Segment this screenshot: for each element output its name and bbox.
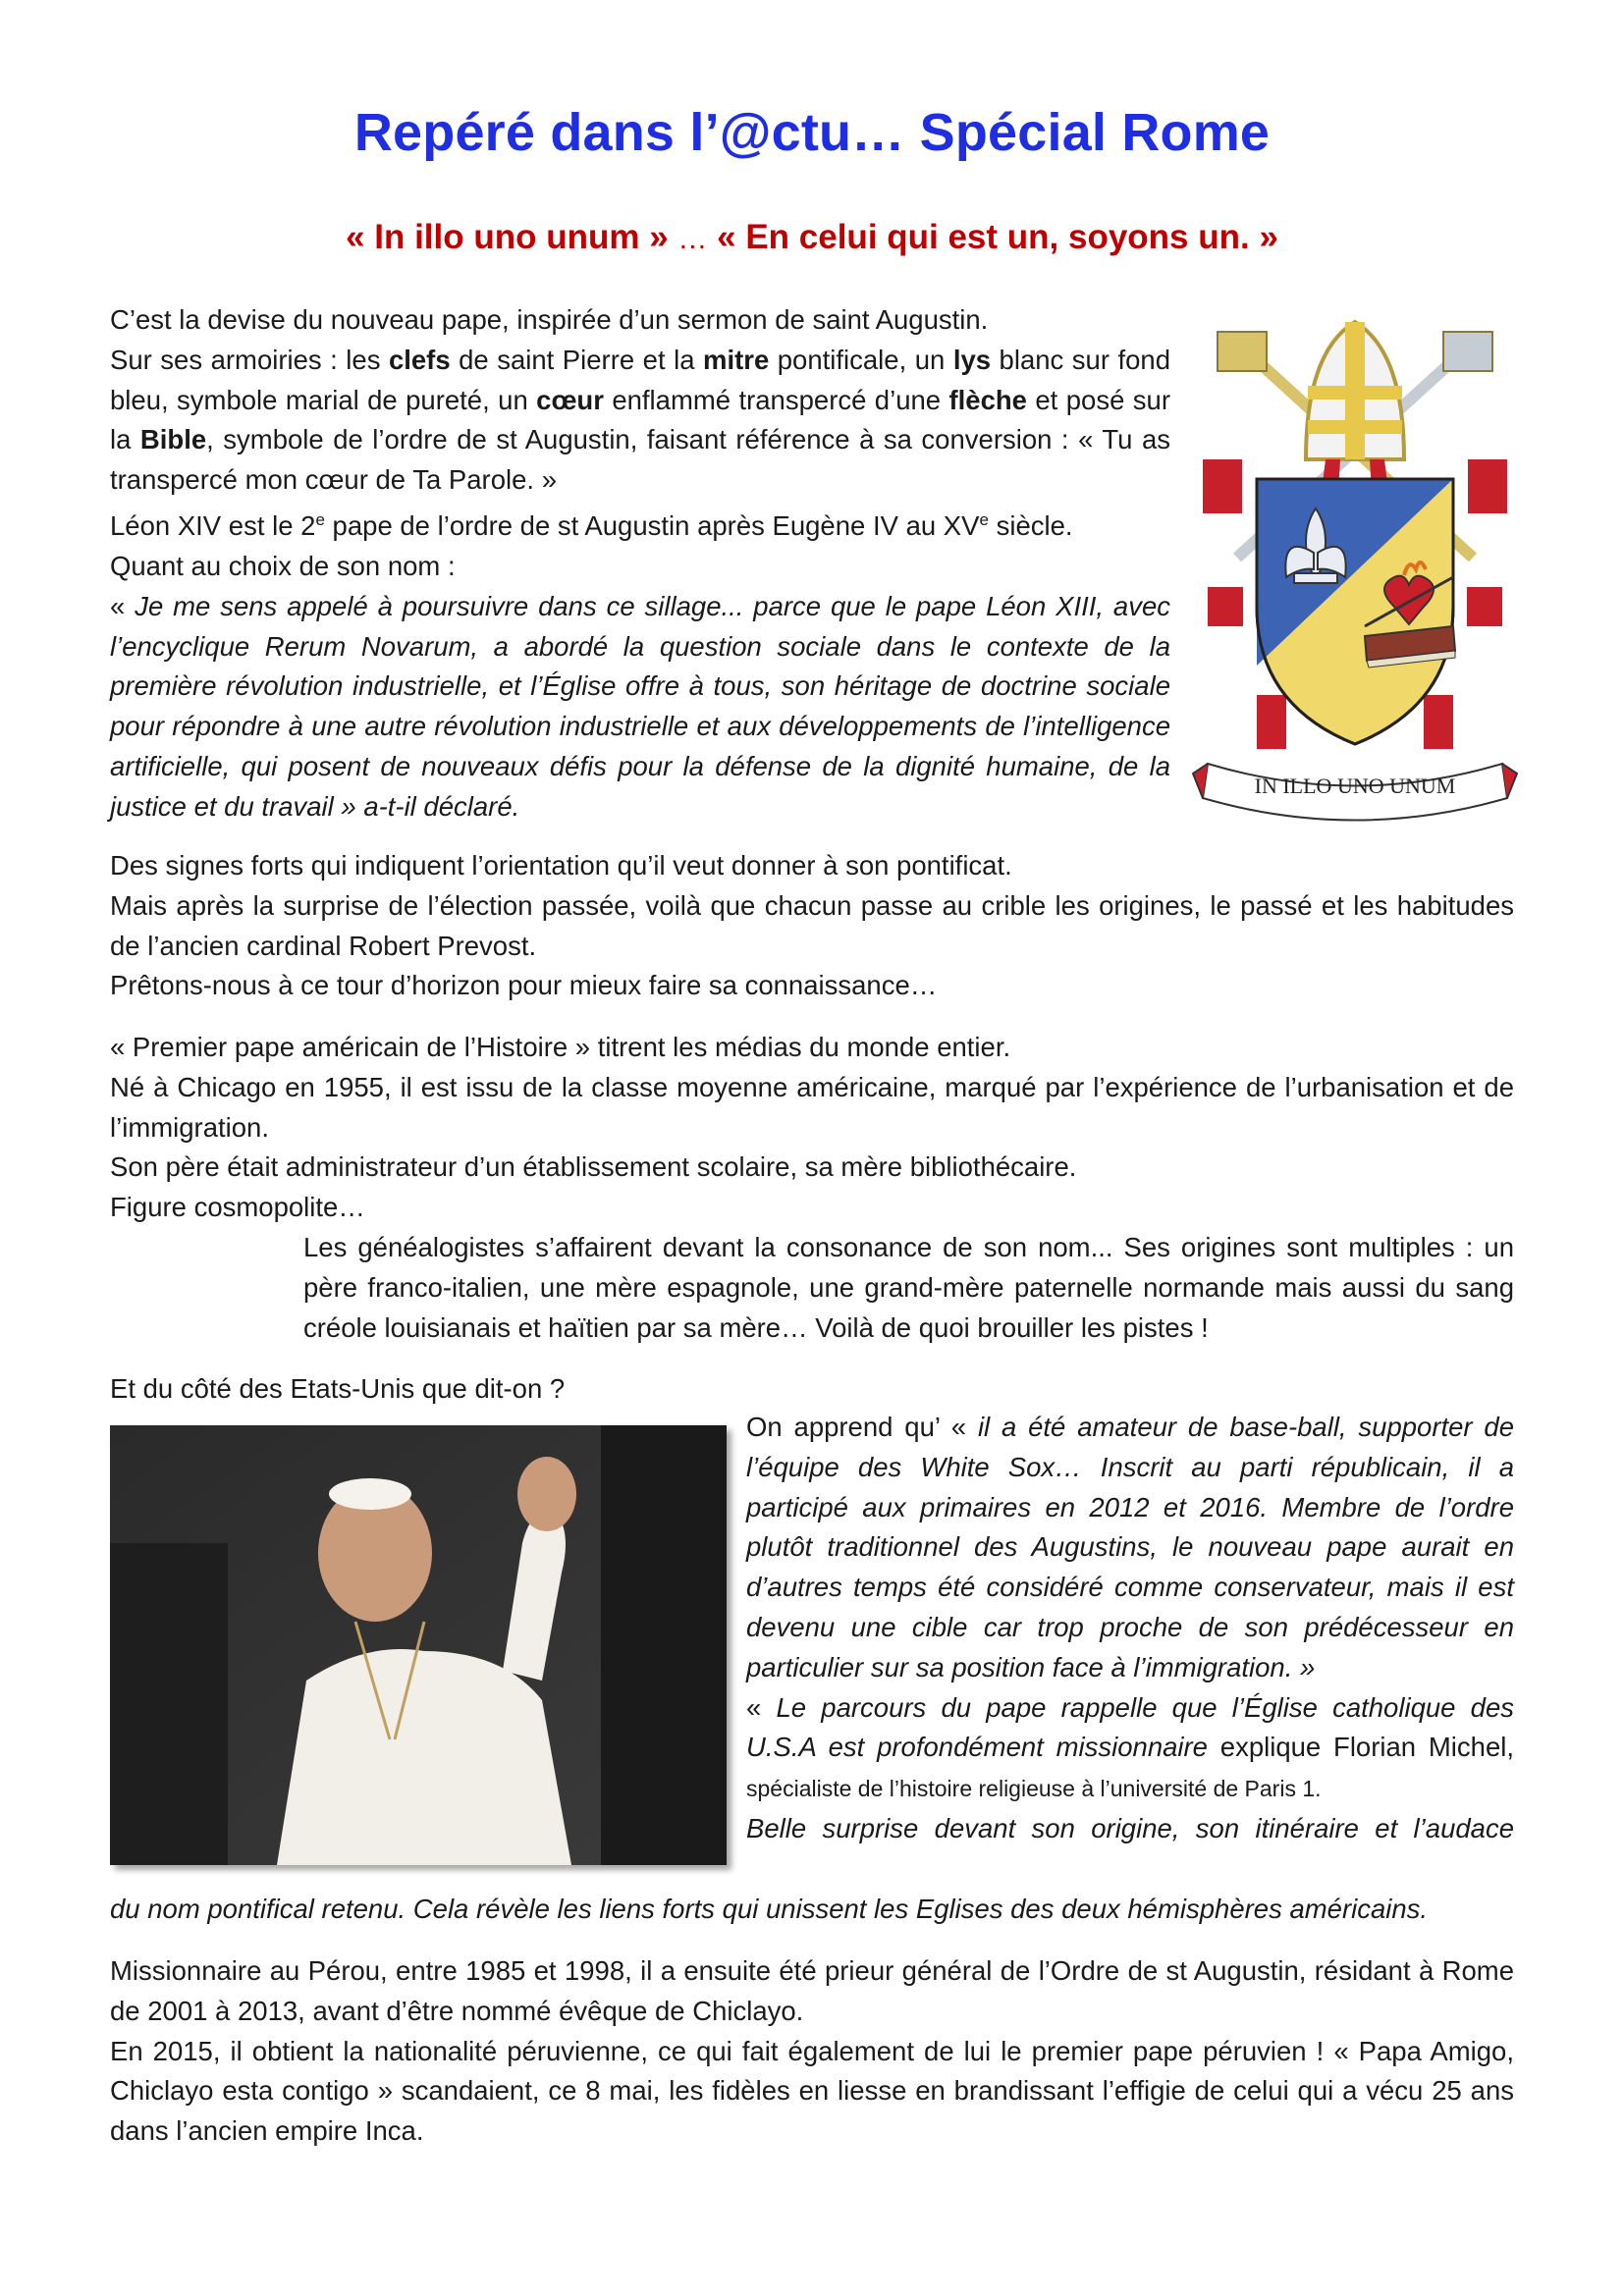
peru-mission: Missionnaire au Pérou, entre 1985 et 1998, il a ensuite été prieur général de l’Ordre de st Augustin, résidant à Rome de 2001 à 2013, avant d’être nommé évêque de Chiclayo. <box>110 1955 1514 2026</box>
motto-subtitle <box>110 218 1514 257</box>
usa-question: Et du côté des Etats-Unis que dit-on ? <box>110 1373 566 1404</box>
intro-name-choice: Quant au choix de son nom : <box>110 550 456 581</box>
section-orientation <box>110 846 1514 1006</box>
peru-nationality: En 2015, il obtient la nationalité péruvienne, ce qui fait également de lui le premier pape péruvien ! « Papa Amigo, Chiclayo esta contigo » scandaient, ce 8 mai, les fidèles en liesse en brandissant l’effigie de celui qui a vécu 25 ans dans l’ancien empire Inca. <box>110 2035 1514 2147</box>
motto-french: « En celui qui est un, soyons un. » <box>717 218 1278 256</box>
section-peru <box>110 1951 1514 2152</box>
motto-dots: … <box>677 223 708 255</box>
intro-line-1: C’est la devise du nouveau pape, inspirée d’un sermon de saint Augustin. <box>110 304 989 335</box>
motto-ribbon <box>1193 764 1517 821</box>
bio-genealogy: Les généalogistes s’affairent devant la consonance de son nom... Ses origines sont multiples : un père franco-italien, une mère espagnole, une grand-mère paternelle normande mais aussi du sang créole louisianais et haïtien par sa mère… Voilà de quoi brouiller les pistes ! <box>303 1231 1514 1343</box>
bio-cosmopolite: Figure cosmopolite… <box>110 1192 365 1223</box>
intro-leon: Léon XIV est le 2e pape de l’ordre de st Augustin après Eugène IV au XVe siècle. <box>110 509 1073 542</box>
usa-quotes <box>746 1408 1514 1849</box>
usa-quote-3-line2: du nom pontifical retenu. Cela révèle les liens forts qui unissent les Eglises des deux hémisphères américains. <box>110 1894 1429 1924</box>
intro-block <box>110 300 1170 828</box>
bio-headline: « Premier pape américain de l’Histoire » titrent les médias du monde entier. <box>110 1032 1011 1062</box>
motto-ribbon-text: IN ILLO UNO UNUM <box>1254 774 1456 798</box>
pope-photo <box>110 1425 727 1865</box>
coat-of-arms-image <box>1188 312 1522 823</box>
section-biography <box>110 1028 1514 1348</box>
bio-birth: Né à Chicago en 1955, il est issu de la classe moyenne américaine, marqué par l’expérience de l’urbanisation et de l’immigration. <box>110 1071 1514 1143</box>
orientation-line: Des signes forts qui indiquent l’orientation qu’il veut donner à son pontificat. <box>110 850 1012 881</box>
orientation-paragraph: Mais après la surprise de l’élection passée, voilà que chacun passe au crible les origines, le passé et les habitudes de l’ancien cardinal Robert Prevost. <box>110 889 1514 961</box>
usa-quote-3-line1: Belle surprise devant son origine, son itinéraire et l’audace <box>746 1812 1514 1843</box>
orientation-closing: Prêtons-nous à ce tour d’horizon pour mieux faire sa connaissance… <box>110 970 938 1001</box>
intro-quote: « Je me sens appelé à poursuivre dans ce sillage... parce que le pape Léon XIII, avec l’encyclique Rerum Novarum, a abordé la question sociale dans le contexte de la première révolution industrielle, et l’Église offre à tous, son héritage de doctrine sociale pour répondre à une autre révolution industrielle et aux développements de l’intelligence artificielle, qui posent de nouveaux défis pour la défense de la dignité humaine, de la justice et du travail » a-t-il déclaré. <box>110 590 1170 822</box>
bio-parents: Son père était administrateur d’un établissement scolaire, sa mère bibliothécaire. <box>110 1151 1077 1183</box>
usa-quote-2: « Le parcours du pape rappelle que l’Église catholique des U.S.A est profondément missionnaire explique Florian Michel, spécialiste de l’histoire religieuse à l’université de Paris 1. <box>746 1691 1514 1802</box>
page-title: Repéré dans l’@ctu… Spécial Rome <box>353 103 1271 162</box>
motto-latin: « In illo uno unum » <box>346 218 669 256</box>
intro-armoiries: Sur ses armoiries : les clefs de saint Pierre et la mitre pontificale, un lys blanc sur fond bleu, symbole marial de pureté, un cœur enflammé transpercé d’une flèche et posé sur la Bible, symbole de l’ordre de st Augustin, faisant référence à sa conversion : « Tu as transpercé mon cœur de Ta Parole. » <box>110 344 1171 496</box>
usa-quote-1: On apprend qu’ « il a été amateur de base-ball, supporter de l’équipe des White Sox… Inscrit au parti républicain, il a participé aux primaires en 2012 et 2016. Membre de l’ordre plutôt traditionnel des Augustins, le nouveau pape aurait en d’autres temps été considéré comme conservateur, mais il est devenu une cible car trop proche de son prédécesseur en particulier sur sa position face à l’immigration. » <box>746 1412 1515 1682</box>
